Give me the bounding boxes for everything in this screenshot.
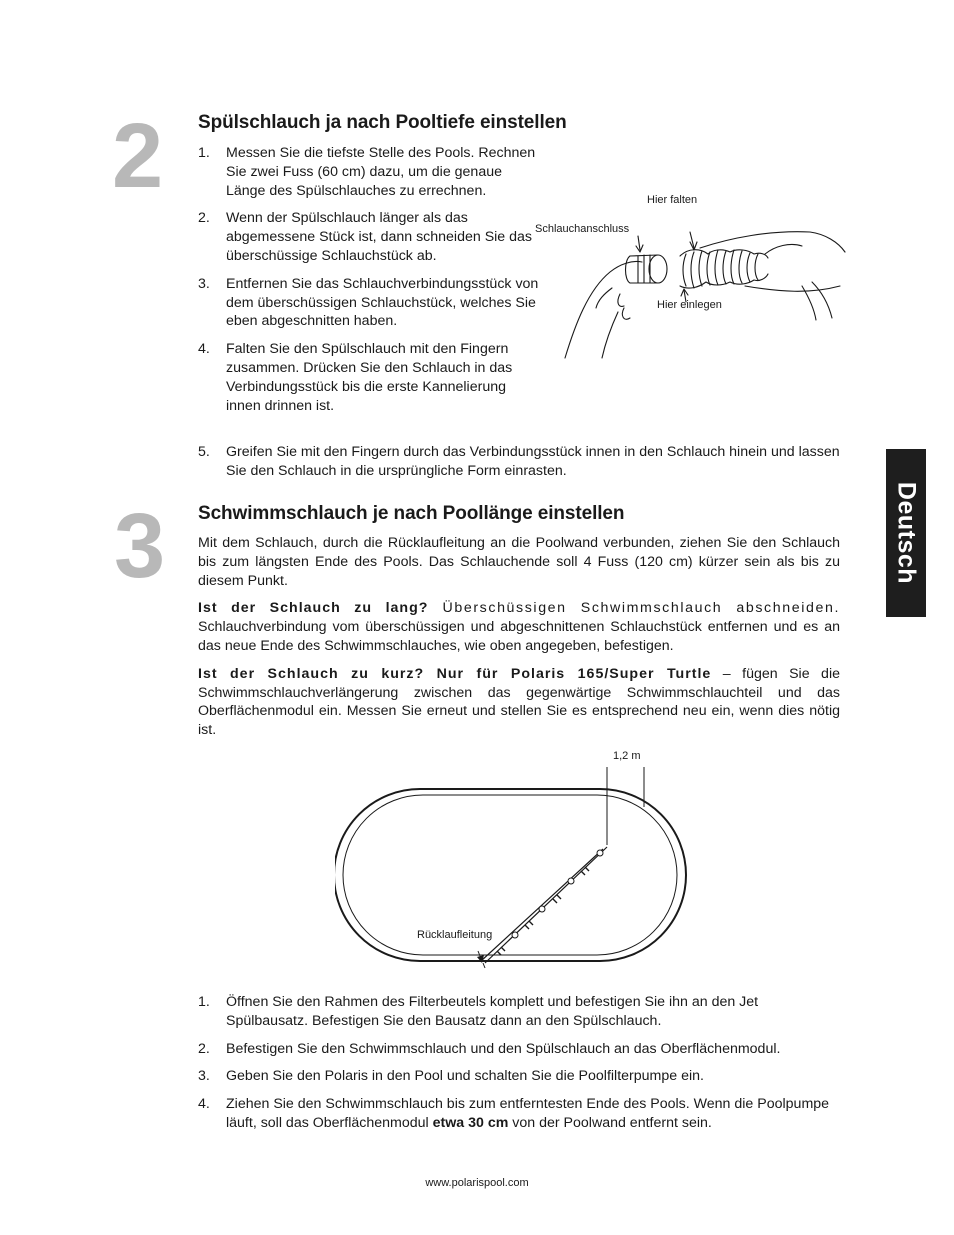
list-item: 5. Greifen Sie mit den Fingern durch das Verbindungsstück innen in den Schlauch hinein und lassen Sie den Schlauch in die ursprüngliche Form einrasten. (198, 444, 840, 479)
list-item: 1. Messen Sie die tiefste Stelle des Pools. Rechnen Sie zwei Fuss (60 cm) dazu, um die genaue Länge des Spülschlauches zu errechnen. (198, 145, 536, 199)
language-tab (886, 449, 926, 617)
section-3-title: Schwimmschlauch je nach Poollänge einstellen (198, 503, 625, 524)
too-short-paragraph: Ist der Schlauch zu kurz? Nur für Polaris 165/Super Turtle – fügen Sie die Schwimmschlauchverlängerung zwischen das gegenwärtige Schwimmschlauchteil und das Oberflächenmodul ein. Messen Sie erneut und stellen Sie es entsprechend neu ein, wenn dies nötig ist. (198, 665, 840, 739)
list-item: 1. Öffnen Sie den Rahmen des Filterbeutels komplett und befestigen Sie ihn an den Jet Spülbausatz. Befestigen Sie den Bausatz dann an den Spülschlauch. (198, 994, 759, 1029)
section-3-steps (198, 993, 840, 1142)
intro-paragraph: Mit dem Schlauch, durch die Rücklaufleitung an die Poolwand verbunden, ziehen Sie den Schlauch bis zum längsten Ende des Pools. Das Schlauchende soll 4 Fuss (120 cm) kürzer sein als bis zu diesem Punkt. (198, 535, 840, 589)
section-number-3: 3 (114, 495, 166, 597)
section-2-steps-narrow (198, 144, 543, 424)
label-distance: 1,2 m (613, 750, 641, 762)
list-item: 3. Geben Sie den Polaris in den Pool und schalten Sie die Poolfilterpumpe ein. (198, 1068, 704, 1085)
hose-connector-illustration (540, 190, 850, 380)
pool-diagram (335, 755, 695, 975)
section-3-body (198, 534, 840, 749)
section-number-2: 2 (112, 105, 164, 207)
footer-url: www.polarispool.com (425, 1177, 529, 1189)
language-tab-label: Deutsch (892, 481, 921, 585)
section-2-steps-wide (198, 443, 840, 490)
list-item: 2. Befestigen Sie den Schwimmschlauch und den Spülschlauch an das Oberflächenmodul. (198, 1040, 781, 1057)
label-insert-here: Hier einlegen (657, 299, 722, 311)
list-item: 2. Wenn der Spülschlauch länger als das abgemessene Stück ist, dann schneiden Sie das überschüssige Schlauchstück ab. (198, 210, 533, 264)
label-fold-here: Hier falten (647, 194, 698, 206)
section-2-title: Spülschlauch ja nach Pooltiefe einstellen (198, 112, 567, 133)
list-item: 3. Entfernen Sie das Schlauchverbindungsstück von dem überschüssigen Schlauchstück, welches Sie eben abgeschnitten haben. (198, 275, 539, 330)
too-long-paragraph: Ist der Schlauch zu lang? Überschüssigen Schwimmschlauch abschneiden. Schlauchverbindung vom überschüssigen und abgeschnittenen Schlauchstück entfernen und es an das neue Ende des Schwimmschlauches, wie oben angegeben, befestigen. (198, 600, 840, 654)
label-hose-connector: Schlauchanschluss (535, 223, 630, 235)
label-return-line: Rücklaufleitung (417, 929, 493, 941)
list-item: 4. Falten Sie den Spülschlauch mit den Fingern zusammen. Drücken Sie den Schlauch in das Verbindungsstück bis die erste Kannelierung innen drinnen ist. (198, 341, 513, 414)
list-item: 4. Ziehen Sie den Schwimmschlauch bis zum entferntesten Ende des Pools. Wenn die Poolpumpe läuft, soll das Oberflächenmodul etwa 30 cm von der Poolwand entfernt sein. (198, 1096, 830, 1131)
